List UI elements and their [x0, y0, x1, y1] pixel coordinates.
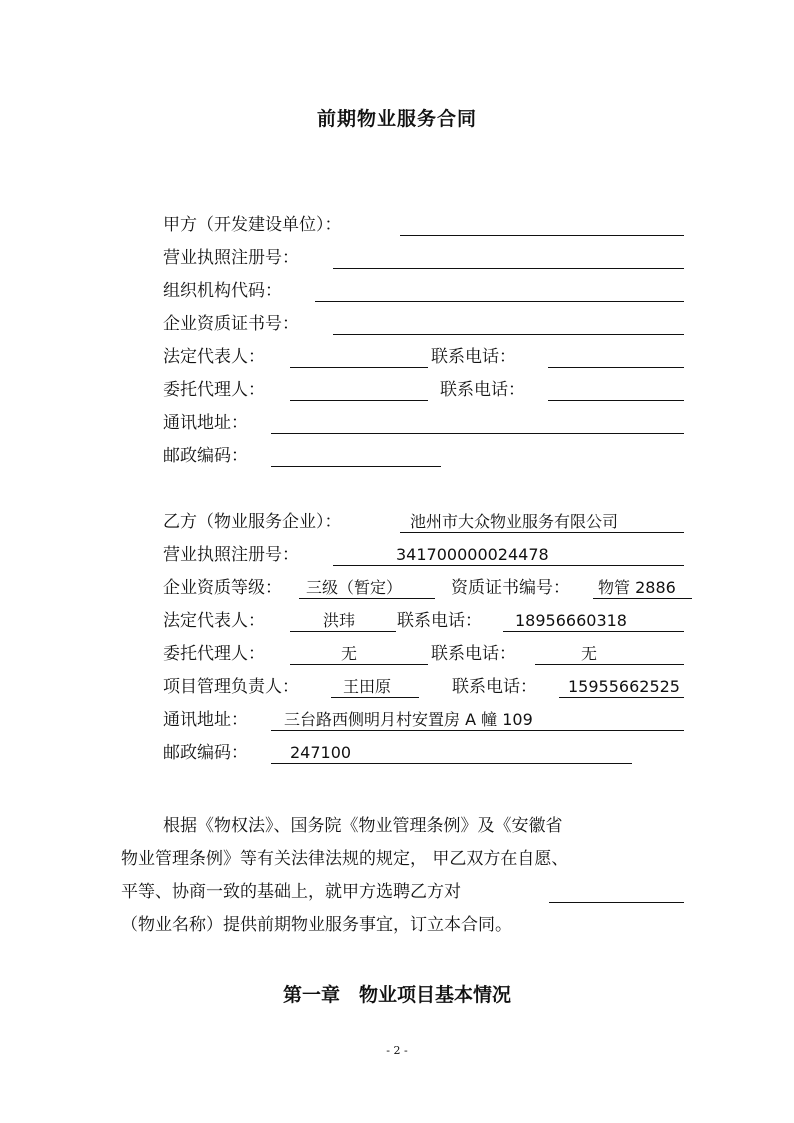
- party-b-manager-value: 王田原: [343, 677, 392, 696]
- party-a-cert-label: 企业资质证书号：: [163, 314, 299, 334]
- party-b-cert-value: 物管 2886: [598, 578, 676, 597]
- document-title: 前期物业服务合同: [316, 108, 477, 130]
- party-b-address-value: 三台路西侧明月村安置房 A 幢 109: [284, 710, 533, 729]
- party-a-org-code-field[interactable]: [315, 279, 684, 302]
- party-b-license-label: 营业执照注册号：: [163, 545, 299, 565]
- party-b-header-label: 乙方（物业服务企业）：: [163, 512, 342, 532]
- party-b-agent-value: 无: [341, 644, 358, 663]
- party-a-cert-field[interactable]: [333, 312, 684, 335]
- party-a-address-label: 通讯地址：: [163, 413, 248, 433]
- page-number: - 2 -: [386, 1044, 408, 1057]
- party-b-cert-label: 资质证书编号：: [451, 578, 570, 598]
- party-a-postcode-field[interactable]: [271, 444, 441, 467]
- party-b-manager-phone-label: 联系电话：: [452, 677, 537, 697]
- party-a-agent-phone-label: 联系电话：: [440, 380, 525, 400]
- party-a-license-label: 营业执照注册号：: [163, 248, 299, 268]
- party-a-legal-phone-field[interactable]: [548, 345, 684, 368]
- intro-line-4: （物业名称）提供前期物业服务事宜，订立本合同。: [121, 915, 512, 935]
- party-b-manager-label: 项目管理负责人：: [163, 677, 299, 697]
- party-b-legal-rep-value: 洪玮: [323, 611, 356, 630]
- party-a-agent-label: 委托代理人：: [163, 380, 265, 400]
- party-a-legal-phone-label: 联系电话：: [431, 347, 516, 367]
- party-a-address-field[interactable]: [271, 411, 684, 434]
- party-b-grade-label: 企业资质等级：: [163, 578, 282, 598]
- party-a-postcode-label: 邮政编码：: [163, 446, 248, 466]
- intro-line-2: 物业管理条例》等有关法律法规的规定， 甲乙双方在自愿、: [121, 849, 569, 869]
- party-a-license-field[interactable]: [333, 246, 684, 269]
- party-b-postcode-value: 247100: [290, 743, 352, 762]
- party-b-legal-phone-value: 18956660318: [515, 611, 627, 630]
- intro-line-3: 平等、协商一致的基础上，就甲方选聘乙方对: [121, 882, 461, 902]
- party-b-postcode-label: 邮政编码：: [163, 743, 248, 763]
- party-b-license-value: 341700000024478: [396, 545, 549, 564]
- party-a-header-label: 甲方（开发建设单位）：: [163, 215, 342, 235]
- intro-line-1: 根据《物权法》、国务院《物业管理条例》及《安徽省: [163, 816, 563, 836]
- party-b-agent-phone-field[interactable]: [535, 642, 684, 665]
- party-a-agent-phone-field[interactable]: [548, 378, 684, 401]
- party-a-org-code-label: 组织机构代码：: [163, 281, 282, 301]
- party-b-manager-phone-value: 15955662525: [568, 677, 680, 696]
- party-b-legal-rep-label: 法定代表人：: [163, 611, 265, 631]
- party-b-name-value: 池州市大众物业服务有限公司: [410, 512, 619, 531]
- party-a-agent-field[interactable]: [290, 378, 428, 401]
- party-a-name-field[interactable]: [400, 213, 684, 236]
- party-a-legal-rep-field[interactable]: [290, 345, 428, 368]
- party-b-address-label: 通讯地址：: [163, 710, 248, 730]
- party-b-agent-phone-label: 联系电话：: [431, 644, 516, 664]
- party-b-agent-phone-value: 无: [581, 644, 598, 663]
- party-b-legal-phone-label: 联系电话：: [397, 611, 482, 631]
- party-b-grade-value: 三级（暂定）: [306, 578, 403, 597]
- party-a-legal-rep-label: 法定代表人：: [163, 347, 265, 367]
- property-name-field[interactable]: [549, 880, 684, 903]
- party-b-agent-label: 委托代理人：: [163, 644, 265, 664]
- party-b-agent-field[interactable]: [290, 642, 428, 665]
- chapter-title: 第一章 物业项目基本情况: [282, 984, 511, 1006]
